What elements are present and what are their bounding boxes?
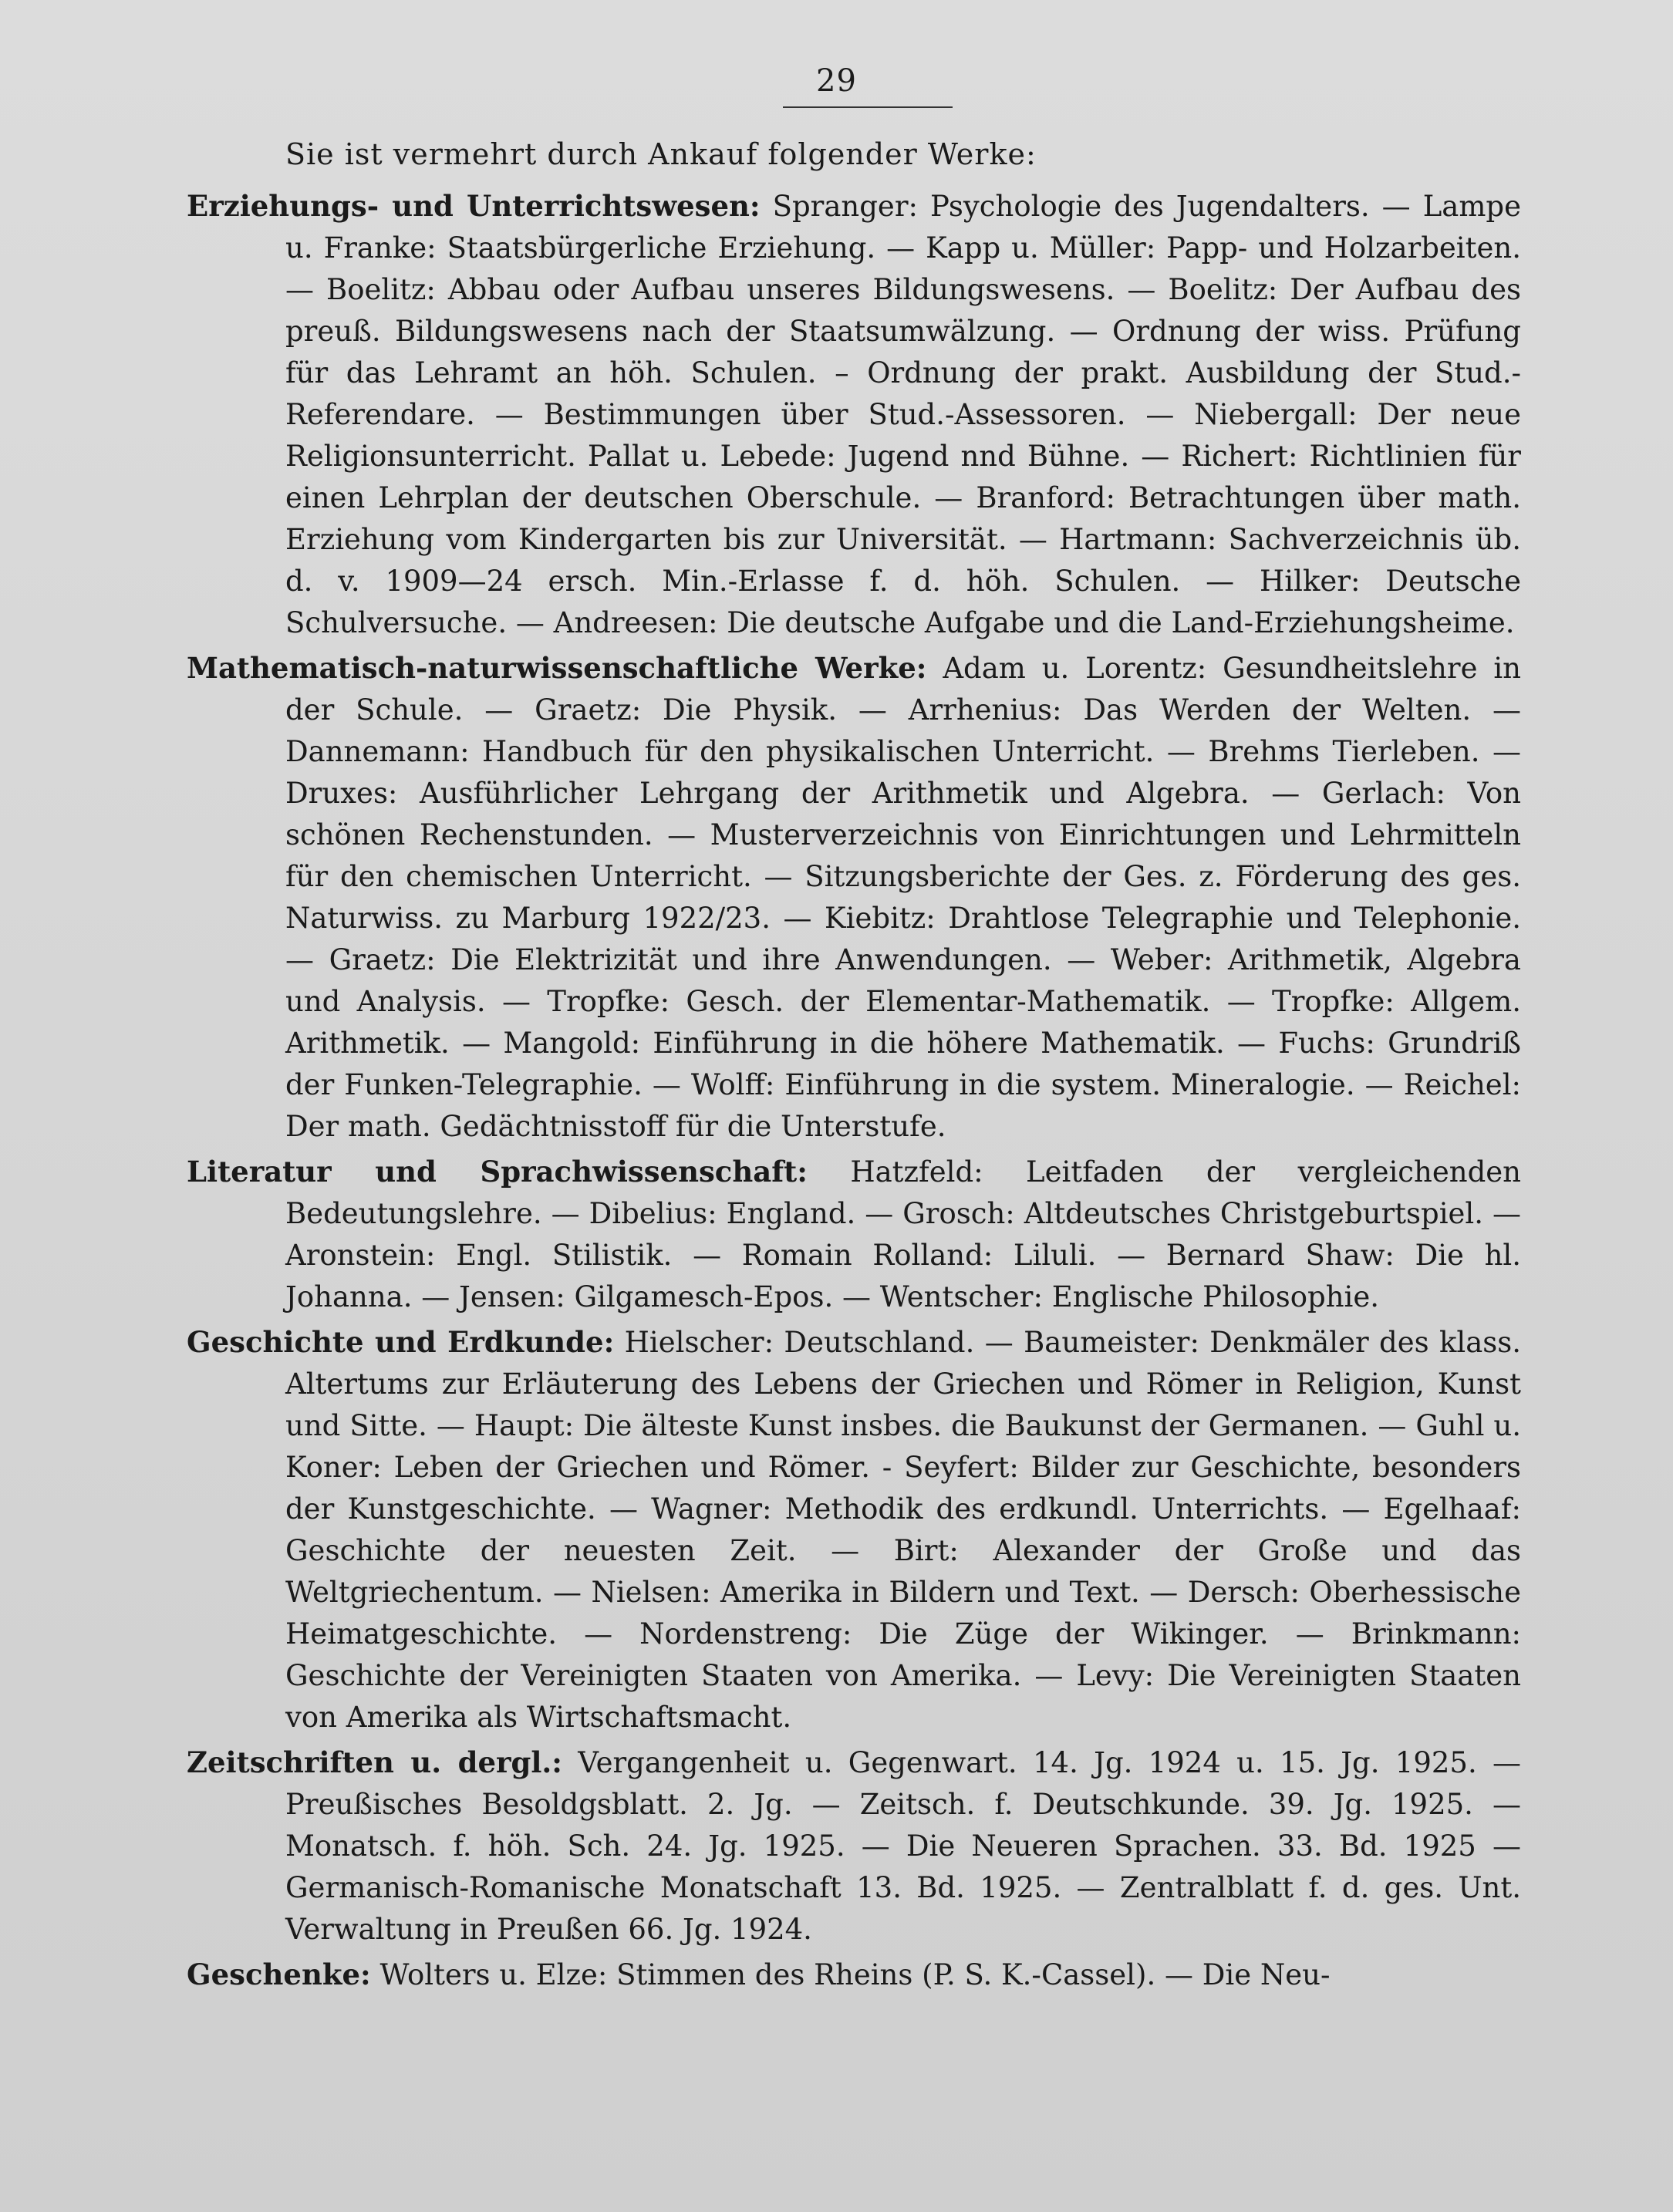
section-text: Hatzfeld: Leitfaden der vergleichenden Bedeutungslehre. — Dibelius: England. — Grosch: Altdeutsches Christgeburtspiel. — Aronstein: Engl. Stilistik. — Romain Rolland: Liluli. — Bernard Shaw: Die hl. Johanna. — Jensen: Gilgamesch-Epos. — Wentscher: Englische Philosophie. [285, 1155, 1521, 1313]
section-heading: Geschichte und Erdkunde: [187, 1325, 615, 1359]
page-number-rule [783, 106, 953, 108]
acquisitions-list [187, 185, 1521, 1999]
section-heading: Literatur und Sprachwissenschaft: [187, 1155, 808, 1189]
section-text: Vergangenheit u. Gegenwart. 14. Jg. 1924 u. 15. Jg. 1925. — Preußisches Besoldgsblatt. 2. Jg. — Zeitsch. f. Deutschkunde. 39. Jg. 1925. — Monatsch. f. höh. Sch. 24. Jg. 1925. — Die Neueren Sprachen. 33. Bd. 1925 — Germanisch-Romanische Monatschaft 13. Bd. 1925. — Zentralblatt f. d. ges. Unt. Verwaltung in Preußen 66. Jg. 1924. [285, 1746, 1522, 1946]
intro-sentence: Sie ist vermehrt durch Ankauf folgender Werke: [285, 137, 1037, 171]
section-education [187, 185, 1521, 644]
section-history-geography [187, 1321, 1521, 1738]
page-number: 29 [816, 63, 857, 99]
section-literature-linguistics [187, 1151, 1521, 1318]
section-heading: Zeitschriften u. dergl.: [187, 1745, 562, 1779]
section-text: Wolters u. Elze: Stimmen des Rheins (P. S. K.-Cassel). — Die Neu- [379, 1958, 1331, 1991]
section-heading: Geschenke: [187, 1957, 371, 1991]
section-mathematics-science [187, 647, 1521, 1148]
section-heading: Erziehungs- und Unterrichtswesen: [187, 189, 761, 223]
section-text: Hielscher: Deutschland. — Baumeister: Denkmäler des klass. Altertums zur Erläuterung des Lebens der Griechen und Römer in Religion, Kunst und Sitte. — Haupt: Die älteste Kunst insbes. die Baukunst der Germanen. — Guhl u. Koner: Leben der Griechen und Römer. - Seyfert: Bilder zur Geschichte, besonders der Kunstgeschichte. — Wagner: Methodik des erdkundl. Unterrichts. — Egelhaaf: Geschichte der neuesten Zeit. — Birt: Alexander der Große und das Weltgriechentum. — Nielsen: Amerika in Bildern und Text. — Dersch: Oberhessische Heimatgeschichte. — Nordenstreng: Die Züge der Wikinger. — Brinkmann: Geschichte der Vereinigten Staaten von Amerika. — Levy: Die Vereinigten Staaten von Amerika als Wirtschaftsmacht. [285, 1326, 1522, 1734]
section-heading: Mathematisch-naturwissenschaftliche Werke: [187, 651, 927, 685]
section-gifts [187, 1954, 1521, 1996]
section-text: Spranger: Psychologie des Jugendalters. — Lampe u. Franke: Staatsbürgerliche Erziehung. — Kapp u. Müller: Papp- und Holzarbeiten. — Boelitz: Abbau oder Aufbau unseres Bildungswesens. — Boelitz: Der Aufbau des preuß. Bildungswesens nach der Staatsumwälzung. — Ordnung der wiss. Prüfung für das Lehramt an höh. Schulen. – Ordnung der prakt. Ausbildung der Stud.-Referendare. — Bestimmungen über Stud.-Assessoren. — Niebergall: Der neue Religionsunterricht. Pallat u. Lebede: Jugend nnd Bühne. — Richert: Richtlinien für einen Lehrplan der deutschen Oberschule. — Branford: Betrachtungen über math. Erziehung vom Kindergarten bis zur Universität. — Hartmann: Sachverzeichnis üb. d. v. 1909—24 ersch. Min.-Erlasse f. d. höh. Schulen. — Hilker: Deutsche Schulversuche. — Andreesen: Die deutsche Aufgabe und die Land-Erziehungsheime. [285, 190, 1522, 639]
section-text: Adam u. Lorentz: Gesundheitslehre in der Schule. — Graetz: Die Physik. — Arrhenius: Das Werden der Welten. — Dannemann: Handbuch für den physikalischen Unterricht. — Brehms Tierleben. — Druxes: Ausführlicher Lehrgang der Arithmetik und Algebra. — Gerlach: Von schönen Rechenstunden. — Musterverzeichnis von Einrichtungen und Lehrmitteln für den chemischen Unterricht. — Sitzungsberichte der Ges. z. Förderung des ges. Naturwiss. zu Marburg 1922/23. — Kiebitz: Drahtlose Telegraphie und Telephonie. — Graetz: Die Elektrizität und ihre Anwendungen. — Weber: Arithmetik, Algebra und Analysis. — Tropfke: Gesch. der Elementar-Mathematik. — Tropfke: Allgem. Arithmetik. — Mangold: Einführung in die höhere Mathematik. — Fuchs: Grundriß der Funken-Telegraphie. — Wolff: Einführung in die system. Mineralogie. — Reichel: Der math. Gedächtnisstoff für die Unterstufe. [285, 652, 1521, 1143]
section-periodicals [187, 1742, 1521, 1951]
